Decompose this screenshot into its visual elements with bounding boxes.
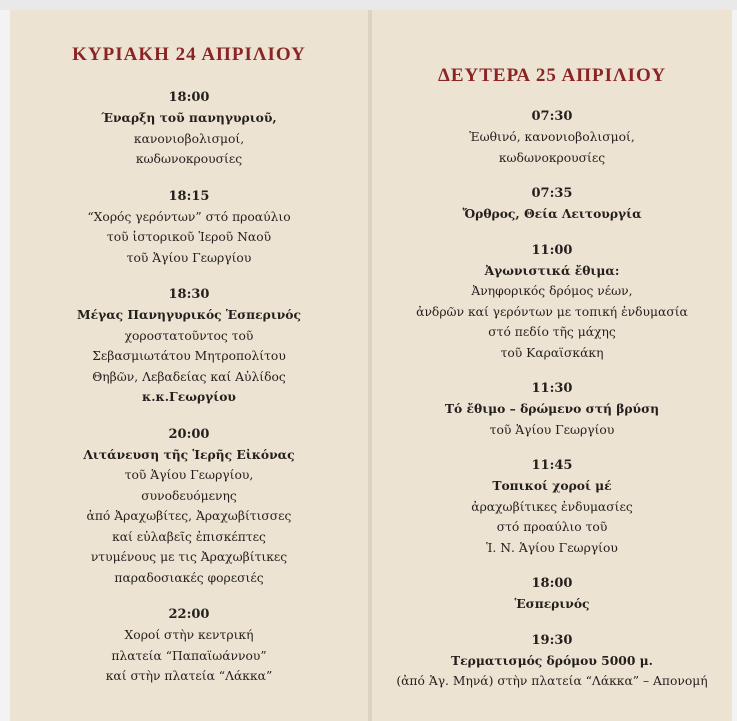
event-description-line: ἀνδρῶν καί γερόντων με τοπική ἐνδυμασία (416, 304, 688, 319)
event-description-line: Σεβασμιωτάτου Μητροπολίτου (92, 349, 286, 363)
schedule-event (372, 379, 732, 440)
schedule-event (372, 631, 732, 692)
event-description-line: κωδωνοκρουσίες (135, 152, 243, 166)
event-description-line: Ἀγωνιστικά ἔθιμα: (484, 262, 620, 278)
schedule-event (10, 425, 368, 589)
event-description-line: τοῦ Καραϊσκάκη (500, 345, 604, 360)
event-description-line: ντυμένους με τις Ἀραχωβίτικες (90, 550, 288, 564)
event-time: 18:15 (168, 188, 210, 204)
event-description-line: παραδοσιακές φορεσιές (114, 570, 264, 585)
event-description-line: Ἑωθινό, κανονιοβολισμοί, (469, 130, 635, 144)
event-description-line: (ἀπό Ἁγ. Μηνά) στὴν πλατεία “Λάκκα” – Απονομή (396, 674, 708, 688)
event-description-line: Τό ἔθιμο – δρώμενο στή βρύση (444, 401, 660, 416)
day-title: ΔΕΥΤΕΡΑ 25 ΑΠΡΙΛΙΟΥ (437, 65, 667, 86)
event-description-line: πλατεία “Παπαϊωάννου” (111, 648, 267, 663)
event-description-line: στό πεδίο τῆς μάχης (488, 325, 616, 339)
schedule-event (372, 241, 732, 364)
event-description-line: ἀπό Ἀραχωβίτες, Ἀραχωβίτισσες (86, 509, 292, 523)
event-description-line: Ὄρθρος, Θεία Λειτουργία (462, 206, 642, 221)
event-list (10, 88, 368, 687)
day-title: ΚΥΡΙΑΚΗ 24 ΑΠΡΙΛΙΟΥ (72, 44, 306, 65)
event-time: 18:00 (168, 90, 210, 105)
schedule-event (372, 574, 732, 615)
event-description-line: Ἀνηφορικός δρόμος νέων, (471, 284, 633, 298)
event-description-line: τοῦ Ἁγίου Γεωργίου, (124, 468, 254, 482)
event-description-line: χοροστατοῦντος τοῦ (124, 328, 254, 343)
event-description-line: Τερματισμός δρόμου 5000 μ. (451, 652, 653, 668)
event-description-line: κανονιοβολισμοί, (133, 131, 245, 146)
event-description-line: συνοδευόμενης (141, 488, 237, 503)
event-time: 22:00 (168, 607, 210, 622)
event-time: 19:30 (531, 632, 573, 648)
schedule-event (372, 107, 732, 168)
schedule-event (10, 187, 368, 269)
event-description-line: κωδωνοκρουσίες (498, 150, 606, 165)
event-description-line: κ.κ.Γεωργίου (142, 389, 236, 404)
day-panel-monday (372, 10, 732, 721)
schedule-event (372, 456, 732, 558)
event-description-line: Μέγας Πανηγυρικός Ἑσπερινός (76, 307, 302, 322)
event-time: 18:00 (531, 576, 573, 591)
event-description-line: “Χορός γερόντων” στό προαύλιο (87, 209, 291, 224)
schedule-event (10, 605, 368, 687)
event-description-line: Ἑσπερινός (514, 596, 590, 611)
event-description-line: Θηβῶν, Λεβαδείας καί Αὐλίδος (92, 369, 286, 384)
event-description-line: τοῦ ἱστορικοῦ Ἱεροῦ Ναοῦ (106, 230, 272, 244)
event-description-line: Τοπικοί χοροί μέ (492, 478, 612, 493)
event-time: 11:45 (531, 458, 573, 473)
top-bar (0, 0, 737, 10)
day-panel-sunday (10, 10, 368, 721)
event-time: 11:30 (531, 381, 573, 396)
event-description-line: καί στὴν πλατεία “Λάκκα” (105, 669, 273, 683)
event-time: 20:00 (168, 426, 210, 442)
event-time: 07:35 (531, 186, 573, 201)
event-description-line: τοῦ Ἁγίου Γεωργίου (489, 422, 615, 437)
schedule-event (10, 285, 368, 408)
schedule-event (372, 184, 732, 225)
event-time: 11:00 (531, 242, 573, 258)
event-description-line: στό προαύλιο τοῦ (496, 520, 608, 534)
event-time: 18:30 (168, 287, 210, 302)
event-description-line: Έναρξη τοῦ πανηγυριοῦ, (101, 110, 277, 125)
event-description-line: Ἱ. Ν. Ἁγίου Γεωργίου (486, 540, 618, 555)
event-time: 07:30 (531, 109, 573, 124)
event-description-line: τοῦ Ἁγίου Γεωργίου (126, 250, 252, 265)
event-list (372, 107, 732, 692)
event-description-line: Λιτάνευση τῆς Ἱερῆς Εἰκόνας (83, 446, 295, 462)
event-description-line: Χοροί στὴν κεντρική (124, 628, 254, 642)
schedule-event (10, 88, 368, 170)
event-description-line: καί εὐλαβεῖς ἐπισκέπτες (112, 529, 266, 544)
event-description-line: ἀραχωβίτικες ἐνδυμασίες (471, 499, 633, 514)
